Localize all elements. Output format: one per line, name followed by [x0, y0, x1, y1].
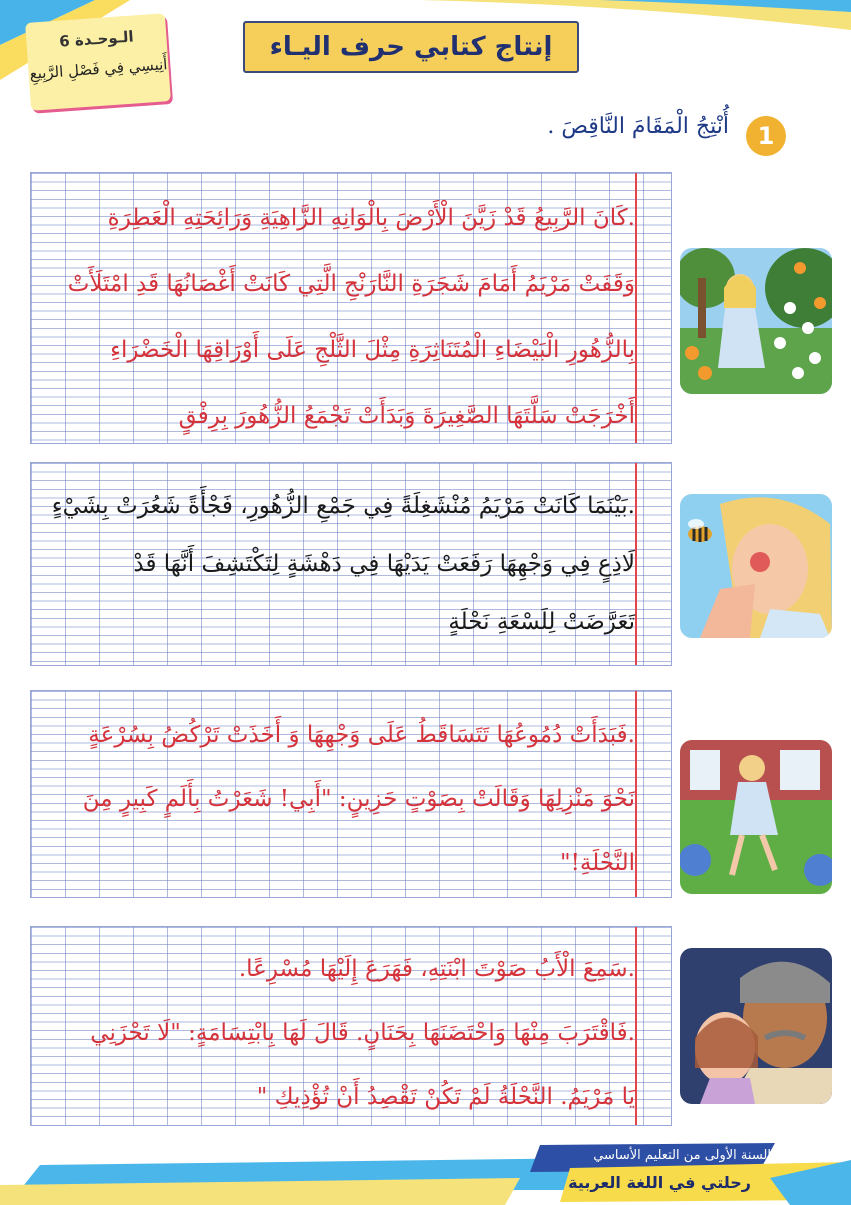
line: .فَاقْتَرَبَ مِنْهَا وَاحْتَضَنَهَا بِحَنَانٍ. قَالَ لَهَا بِابْتِسَامَةٍ: "لَا تَحْزَنِي — [90, 1020, 635, 1046]
page-title: إنتاج كتابي حرف اليـاء — [243, 21, 579, 73]
line: .بَيْنَمَا كَانَتْ مَرْيَمُ مُنْشَغِلَةً فِي جَمْعِ الزُّهُورِ، فَجْأَةً شَعُرَتْ بِشَيْءٍ — [51, 493, 635, 519]
margin-line — [635, 463, 637, 665]
paragraph-4 — [39, 937, 635, 1129]
notebook-section-3 — [30, 690, 672, 898]
unit-subtitle: أَنِيسِي فِي فَصْلِ الرَّبِيعِ — [29, 55, 168, 83]
footer-book-title: رحلتي في اللغة العربية — [568, 1173, 751, 1192]
line: .سَمِعَ الْأَبُ صَوْتَ ابْنَتِهِ، فَهَرَعَ إِلَيْهَا مُسْرِعًا. — [238, 956, 635, 982]
illustration-girl-running-home — [680, 740, 832, 894]
notebook-section-2 — [30, 462, 672, 666]
line: .كَانَ الرَّبِيعُ قَدْ زَيَّنَ الْأَرْضَ بِالْوَانِهِ الزَّاهِيَةِ وَرَائِحَتِهِ الْعَطِرَةِ — [107, 205, 635, 231]
notebook-section-1 — [30, 172, 672, 444]
line: بِالزُّهُورِ الْبَيْضَاءِ الْمُتَنَاثِرَةِ مِثْلَ الثَّلْجِ عَلَى أَوْرَاقِهَا الْخَضْرَاءِ — [110, 337, 635, 363]
illustration-girl-picking-flowers — [680, 248, 832, 394]
line: نَحْوَ مَنْزِلِهَا وَقَالَتْ بِصَوْتٍ حَزِينٍ: "أَبِي! شَعَرْتُ بِأَلَمٍ كَبِيرٍ مِنَ — [82, 786, 635, 812]
line: لَاذِعٍ فِي وَجْهِهَا رَفَعَتْ يَدَيْهَا فِي دَهْشَةٍ لِتَكْتَشِفَ أَنَّهَا قَدْ — [133, 551, 635, 577]
paragraph-1 — [39, 185, 635, 449]
line: النَّحْلَةِ!" — [560, 850, 635, 876]
paragraph-2 — [39, 477, 635, 651]
notebook-section-4 — [30, 926, 672, 1126]
margin-line — [635, 691, 637, 897]
footer-level: السنة الأولى من التعليم الأساسي — [593, 1148, 771, 1163]
instruction-number: 1 — [746, 116, 786, 156]
paragraph-3 — [39, 703, 635, 895]
illustration-girl-stung-by-bee — [680, 494, 832, 638]
line: يَا مَرْيَمُ. النَّحْلَةُ لَمْ تَكُنْ تَقْصِدُ أَنْ تُؤْذِيكِ " — [256, 1084, 635, 1110]
unit-title: الـوحـدة 6 — [58, 27, 135, 51]
instruction-text: أُنْتِجُ الْمَقَامَ النَّاقِصَ . — [547, 114, 729, 139]
margin-line — [635, 927, 637, 1125]
line: وَقَفَتْ مَرْيَمُ أَمَامَ شَجَرَةِ النَّارَنْجِ الَّتِي كَانَتْ أَغْصَانُهَا قَدِ امْتَلَأَتْ — [67, 271, 635, 297]
line: .فَبَدَأَتْ دُمُوعُهَا تَتَسَاقَطُ عَلَى وَجْهِهَا وَ أَخَذَتْ تَرْكُضُ بِسُرْعَةٍ — [88, 722, 635, 748]
line: تَعَرَّضَتْ لِلَسْعَةِ نَحْلَةٍ — [448, 609, 635, 635]
unit-card — [25, 13, 171, 111]
illustration-father-hugging-girl — [680, 948, 832, 1104]
line: أَخْرَجَتْ سَلَّتَهَا الصَّغِيرَةَ وَبَدَأَتْ تَجْمَعُ الزُّهُورَ بِرِفْقٍ — [178, 403, 635, 429]
margin-line — [635, 173, 637, 443]
